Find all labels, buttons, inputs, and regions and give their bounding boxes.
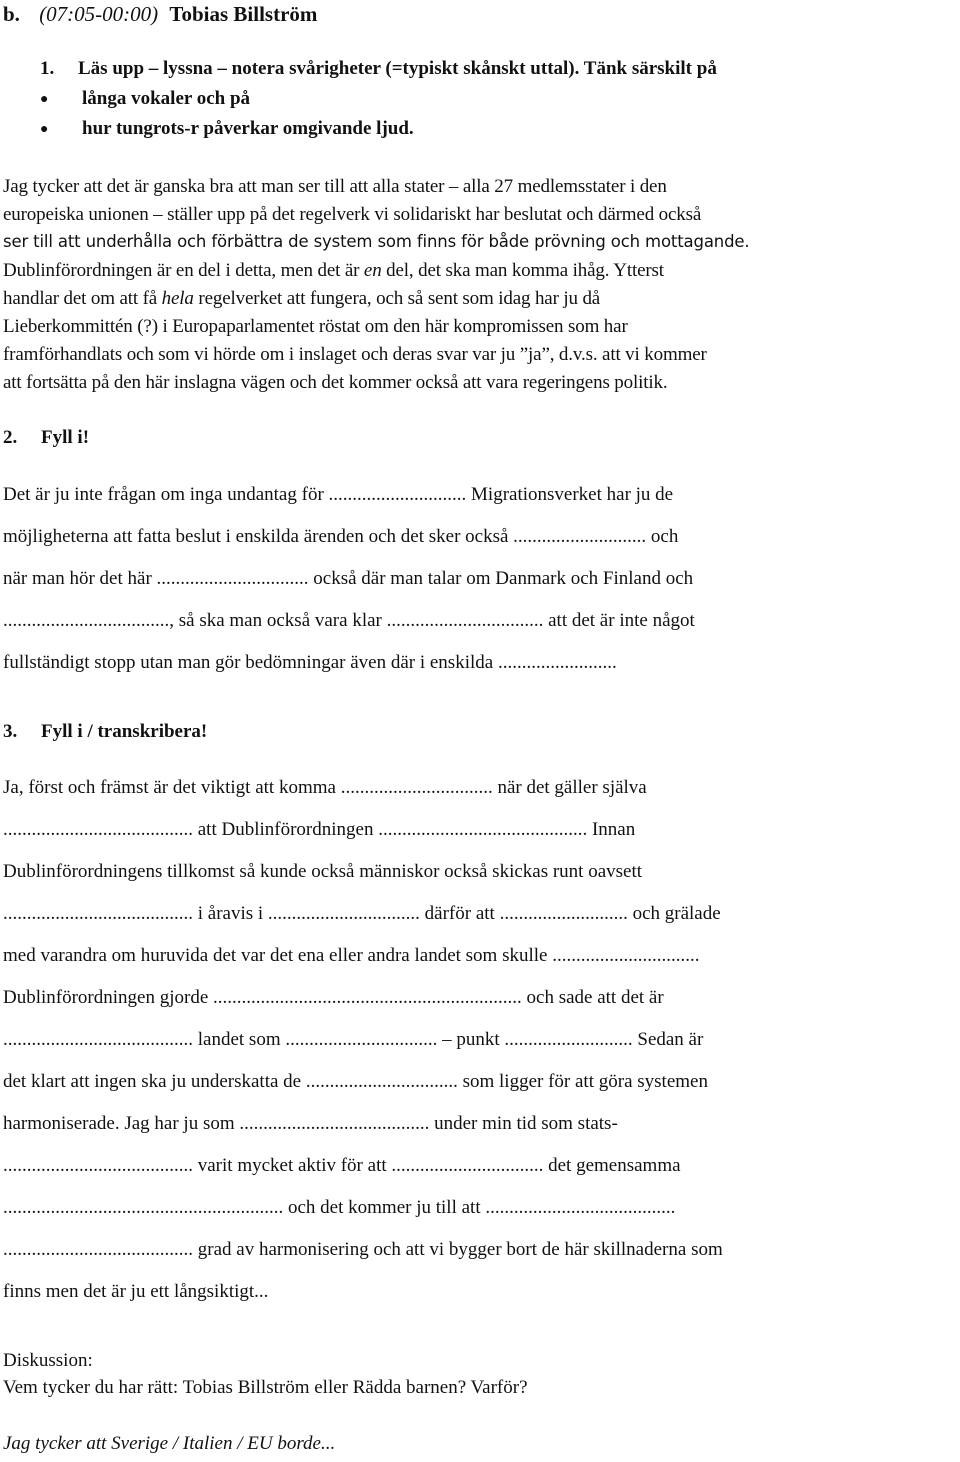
task3-line-13: finns men det är ju ett långsiktigt... [3, 1281, 269, 1302]
task1-instruction: Läs upp – lyssna – notera svårigheter (=typiskt skånskt uttal). Tänk särskilt på [78, 58, 717, 79]
transcript-text: Dublinförordningen är en del i detta, men det är [3, 260, 364, 281]
task1-bullet-1: långa vokaler och på [82, 88, 251, 109]
transcript-line-3: ser till att underhålla och förbättra de system som finns för både prövning och mottagande. [3, 232, 750, 251]
task1-instruction-line [3, 58, 717, 80]
task3-line-8: det klart att ingen ska ju underskatta de ................................ som ligger för att göra systemen [3, 1071, 708, 1092]
task3-line-3: Dublinförordningens tillkomst så kunde också människor också skickas runt oavsett [3, 861, 643, 882]
task3-line-7: ........................................ landet som ................................ – punkt ........................... Sedan är [3, 1029, 704, 1050]
task3-line-4: ........................................ i åravis i ................................ därför att ........................... och grälade [3, 903, 721, 924]
transcript-line-7: framförhandlats och som vi hörde om i inslaget och deras svar var ju ”ja”, d.v.s. att vi kommer [3, 344, 707, 365]
transcript-line-4 [3, 260, 664, 282]
task3-line-6: Dublinförordningen gjorde ................................................................. och sade att det är [3, 987, 664, 1008]
task2-line-4: ..................................., så ska man också vara klar ................................. att det är inte något [3, 610, 695, 631]
transcript-text: regelverket att fungera, och så sent som idag har ju då [193, 288, 601, 309]
speaker-name: Tobias Billström [169, 2, 318, 26]
task2-number: 2. [3, 427, 18, 448]
transcript-line-6: Lieberkommittén (?) i Europaparlamentet röstat om den här kompromissen som har [3, 316, 628, 337]
discussion-label: Diskussion: [3, 1350, 93, 1371]
task2-heading [3, 427, 89, 449]
section-label: b. [3, 2, 20, 26]
task3-number: 3. [3, 721, 18, 742]
transcript-text: del, det ska man komma ihåg. Ytterst [381, 260, 664, 281]
task3-line-10: ........................................ varit mycket aktiv för att ................................ det gemensamma [3, 1155, 681, 1176]
bullet-icon: ● [40, 122, 49, 137]
task3-heading [3, 721, 207, 743]
transcript-line-1: Jag tycker att det är ganska bra att man ser till att alla stater – alla 27 medlemsstater i den [3, 176, 667, 197]
task3-line-12: ........................................ grad av harmonisering och att vi bygger bort de här skillnaderna som [3, 1239, 723, 1260]
transcript-line-2: europeiska unionen – ställer upp på det regelverk vi solidariskt har beslutat och därmed också [3, 204, 702, 225]
task2-line-5: fullständigt stopp utan man gör bedömningar även där i enskilda ......................... [3, 652, 617, 673]
task3-line-2: ........................................ att Dublinförordningen ............................................ Innan [3, 819, 636, 840]
task2-title: Fyll i! [41, 427, 90, 448]
task3-line-9: harmoniserade. Jag har ju som ........................................ under min tid som stats- [3, 1113, 618, 1134]
task3-title: Fyll i / transkribera! [41, 721, 208, 742]
discussion-prompt: Jag tycker att Sverige / Italien / EU borde... [3, 1433, 336, 1454]
transcript-line-8: att fortsätta på den här inslagna vägen och det kommer också att vara regeringens politik. [3, 372, 668, 393]
task2-line-2: möjligheterna att fatta beslut i enskilda ärenden och det sker också ............................ och [3, 526, 679, 547]
bullet-icon: ● [40, 92, 49, 107]
timecode: (07:05-00:00) [39, 2, 159, 26]
emphasis-word: hela [161, 288, 194, 309]
transcript-text: handlar det om att få [3, 288, 162, 309]
section-header [3, 2, 317, 27]
discussion-question: Vem tycker du har rätt: Tobias Billström eller Rädda barnen? Varför? [3, 1377, 528, 1398]
task3-line-5: med varandra om huruvida det var det ena eller andra landet som skulle ............................... [3, 945, 700, 966]
task2-line-3: när man hör det här ................................ också där man talar om Danmark och Finland och [3, 568, 694, 589]
transcript-line-5 [3, 288, 600, 310]
task1-number: 1. [40, 58, 55, 79]
task3-line-11: ........................................................... och det kommer ju till att ........................................ [3, 1197, 676, 1218]
emphasis-word: en [363, 260, 382, 281]
task2-line-1: Det är ju inte frågan om inga undantag för ............................. Migrationsverket har ju de [3, 484, 674, 505]
task1-bullet-2: hur tungrots-r påverkar omgivande ljud. [82, 118, 414, 139]
task3-line-1: Ja, först och främst är det viktigt att komma ................................ när det gäller själva [3, 777, 647, 798]
